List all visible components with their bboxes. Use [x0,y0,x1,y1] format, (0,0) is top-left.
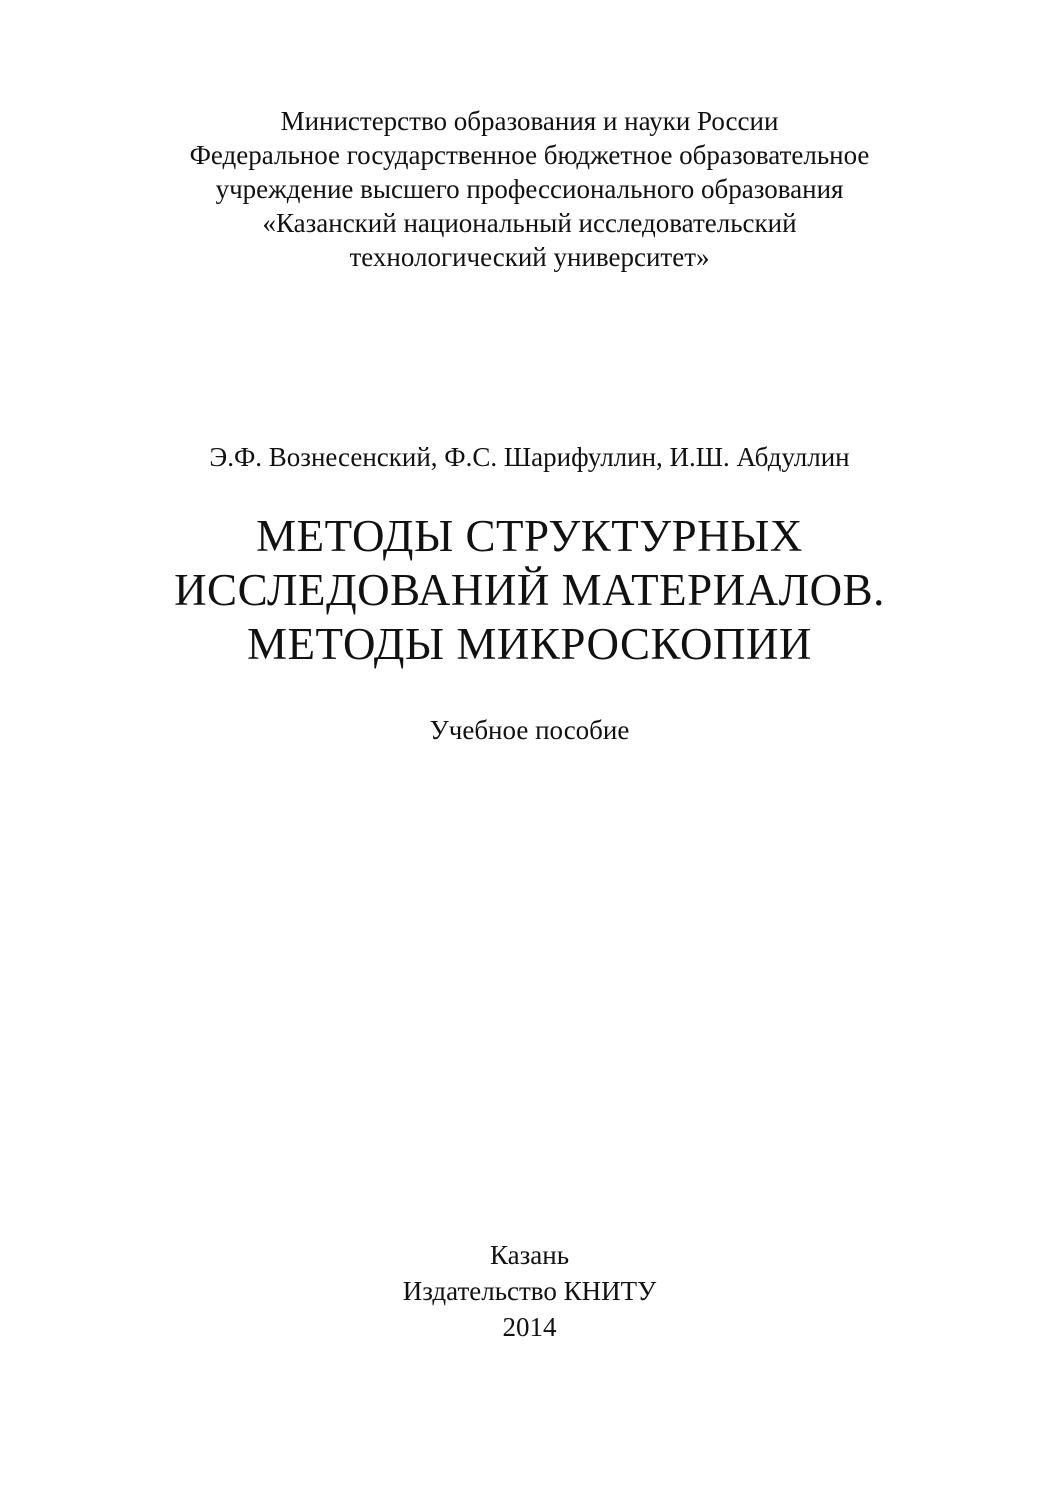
university-name-line-2: технологический университет» [349,242,710,272]
book-type: Учебное пособие [429,715,630,745]
title-line-3: МЕТОДЫ МИКРОСКОПИИ [247,619,812,669]
institution-type-line-1: Федеральное государственное бюджетное образовательное [189,140,870,170]
imprint [0,1237,1059,1345]
authors: Э.Ф. Вознесенский, Ф.С. Шарифуллин, И.Ш. Абдуллин [209,442,850,472]
ministry-line: Министерство образования и науки России [280,106,779,136]
title-line-2: ИССЛЕДОВАНИЙ МАТЕРИАЛОВ. [174,565,885,615]
book-title [0,509,1059,671]
imprint-city: Казань [489,1240,570,1270]
institution-type-line-2: учреждение высшего профессионального образования [215,174,844,204]
title-line-1: МЕТОДЫ СТРУКТУРНЫХ [256,511,803,561]
imprint-publisher: Издательство КНИТУ [402,1276,657,1306]
university-name-line-1: «Казанский национальный исследовательский [262,208,797,238]
imprint-year: 2014 [502,1312,557,1342]
institution-header [0,104,1059,274]
